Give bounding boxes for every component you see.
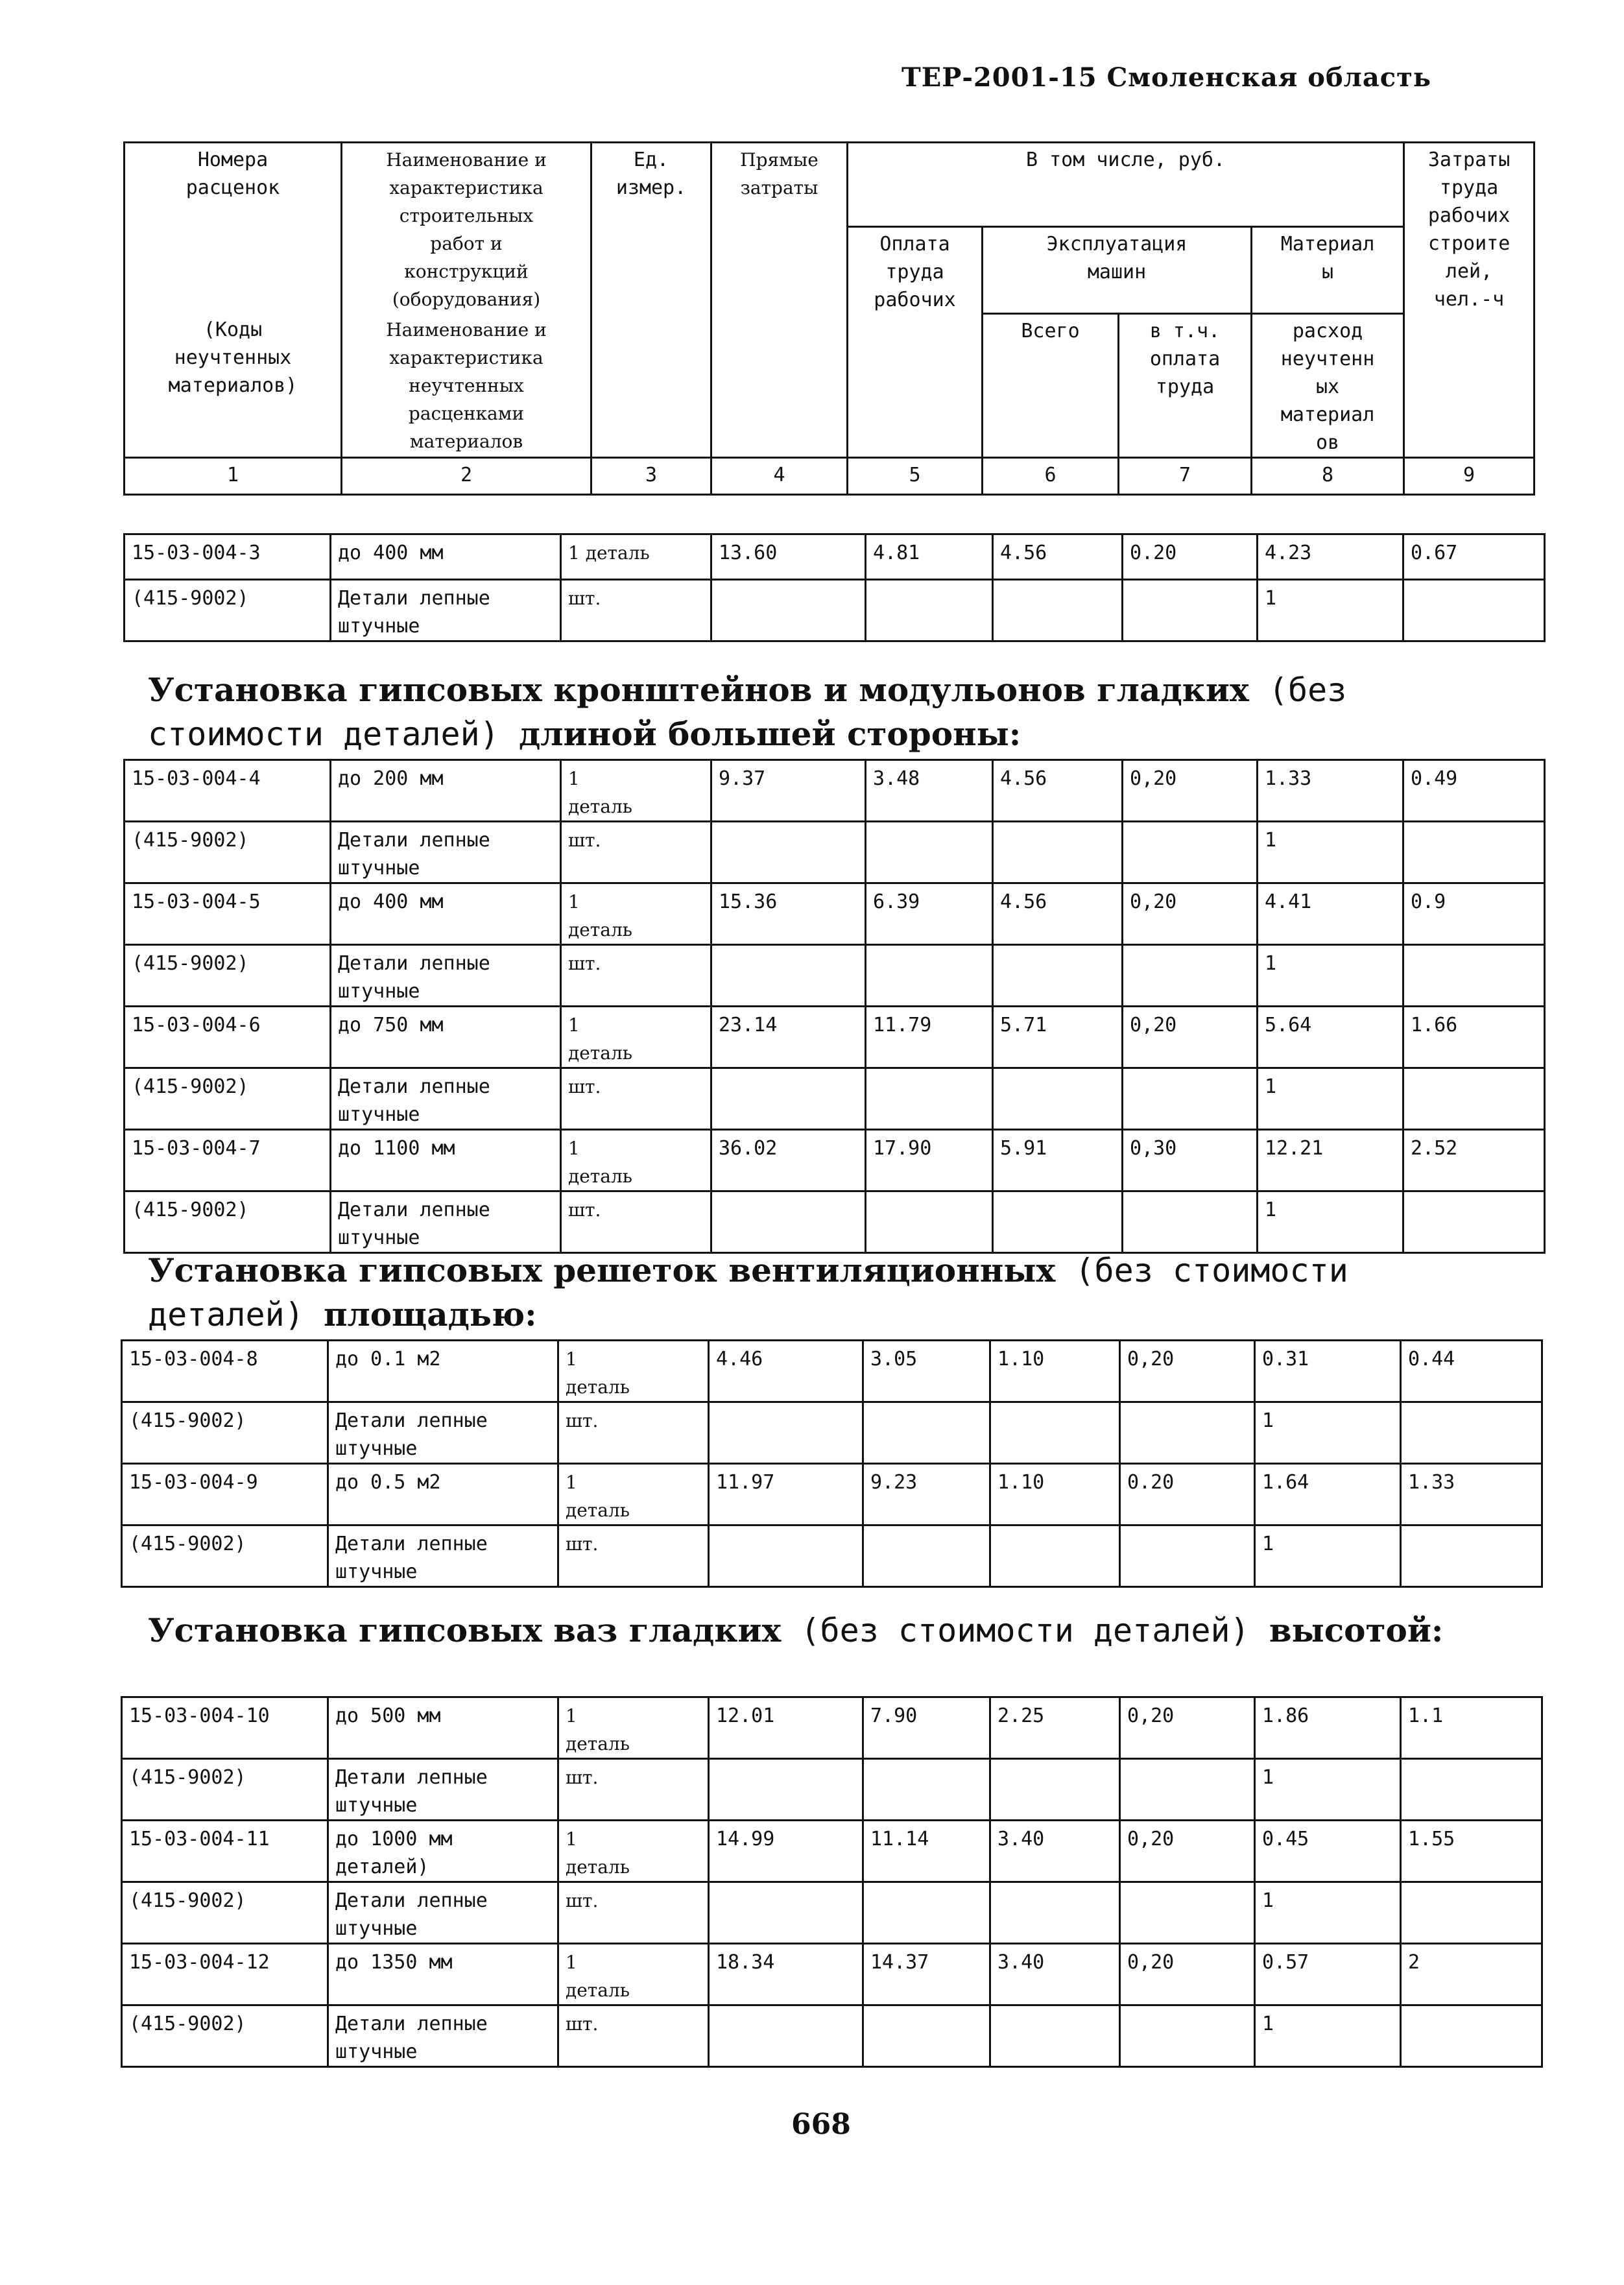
cell-work-description: Детали лепные штучные <box>331 822 561 883</box>
material-row <box>125 1068 1545 1130</box>
cell-machine-total: 2.25 <box>990 1697 1120 1759</box>
cell-materials: 1 <box>1255 1402 1401 1464</box>
cell-worker-pay <box>863 1882 990 1944</box>
cell-machine-total: 3.40 <box>990 1821 1120 1882</box>
cell-machine-total: 4.56 <box>993 534 1123 580</box>
cell-work-description: Детали лепные штучные <box>331 1191 561 1253</box>
cell-machine-pay <box>1123 945 1258 1007</box>
cell-rate-code: 15-03-004-4 <box>125 760 331 822</box>
cell-machine-total <box>990 1402 1120 1464</box>
section-heading-bold: Установка гипсовых кронштейнов и модульонов гладких <box>148 671 1249 709</box>
column-header-table <box>123 141 1535 496</box>
cell-machine-total: 1.10 <box>990 1464 1120 1525</box>
header-materials: Материал ы <box>1252 227 1404 314</box>
column-number: 6 <box>983 457 1119 494</box>
cell-labor-hours <box>1403 1068 1545 1130</box>
cell-direct-costs <box>711 1068 866 1130</box>
cell-labor-hours <box>1401 2005 1542 2067</box>
section-heading-bold: площадью: <box>323 1295 537 1334</box>
cell-machine-total <box>990 2005 1120 2067</box>
cell-rate-code: (415-9002) <box>125 945 331 1007</box>
cell-rate-code: (415-9002) <box>122 1759 328 1821</box>
section-heading-bold: высотой: <box>1269 1611 1444 1649</box>
cell-machine-total: 4.56 <box>993 760 1123 822</box>
cell-materials: 1 <box>1258 1068 1403 1130</box>
cell-rate-code: 15-03-004-8 <box>122 1341 328 1402</box>
page-title: ТЕР-2001-15 Смоленская область <box>902 62 1432 93</box>
cell-labor-hours: 2 <box>1401 1944 1542 2005</box>
cell-work-description: до 500 мм <box>328 1697 558 1759</box>
cell-rate-code: (415-9002) <box>125 580 331 641</box>
cell-work-description: до 1350 мм <box>328 1944 558 2005</box>
cell-unit: шт. <box>561 822 711 883</box>
cell-unit: шт. <box>558 1402 709 1464</box>
cell-machine-pay: 0,20 <box>1123 1007 1258 1068</box>
cell-materials: 1 <box>1255 1882 1401 1944</box>
cell-rate-code: 15-03-004-5 <box>125 883 331 945</box>
header-direct-costs: Прямые затраты <box>711 143 848 458</box>
material-row <box>122 1759 1542 1821</box>
column-number: 5 <box>848 457 983 494</box>
cell-direct-costs <box>709 1882 863 1944</box>
rate-row <box>125 883 1545 945</box>
cell-direct-costs <box>709 1525 863 1587</box>
cell-unit: 1 деталь <box>561 534 711 580</box>
cell-machine-pay <box>1120 1525 1255 1587</box>
header-worker-pay: Оплата труда рабочих <box>848 227 983 458</box>
section-heading-bold: длиной большей стороны: <box>518 715 1021 753</box>
cell-work-description: до 400 мм <box>331 883 561 945</box>
material-row <box>122 1525 1542 1587</box>
header-machine-total: Всего <box>983 313 1119 457</box>
cell-worker-pay <box>863 1759 990 1821</box>
cell-rate-code: (415-9002) <box>122 1525 328 1587</box>
rates-table-brackets <box>123 759 1546 1254</box>
cell-machine-total: 4.56 <box>993 883 1123 945</box>
header-machine-operation: Эксплуатация машин <box>983 227 1252 314</box>
rate-row <box>122 1464 1542 1525</box>
cell-worker-pay: 4.81 <box>866 534 993 580</box>
header-rate-numbers: Номера расценок <box>125 143 342 314</box>
cell-rate-code: (415-9002) <box>122 1882 328 1944</box>
cell-machine-pay <box>1123 1068 1258 1130</box>
cell-work-description: Детали лепные штучные <box>331 945 561 1007</box>
section-heading-text: (без стоимости деталей) <box>148 671 1347 753</box>
cell-rate-code: (415-9002) <box>122 1402 328 1464</box>
cell-worker-pay: 17.90 <box>866 1130 993 1191</box>
cell-machine-total <box>993 1068 1123 1130</box>
cell-direct-costs: 9.37 <box>711 760 866 822</box>
cell-labor-hours: 1.55 <box>1401 1821 1542 1882</box>
cell-unit: шт. <box>558 1882 709 1944</box>
rates-table-a <box>123 533 1546 642</box>
cell-work-description: до 0.1 м2 <box>328 1341 558 1402</box>
cell-materials: 1 <box>1255 1759 1401 1821</box>
cell-work-description: до 1000 мм деталей) <box>328 1821 558 1882</box>
cell-unit: шт. <box>561 945 711 1007</box>
header-work-name: Наименование и характеристика строительных работ и конструкций (оборудования) <box>342 143 591 314</box>
column-number: 9 <box>1404 457 1534 494</box>
cell-machine-total <box>990 1525 1120 1587</box>
cell-worker-pay: 3.05 <box>863 1341 990 1402</box>
cell-materials: 0.57 <box>1255 1944 1401 2005</box>
cell-rate-code: 15-03-004-11 <box>122 1821 328 1882</box>
cell-worker-pay <box>863 2005 990 2067</box>
cell-rate-code: 15-03-004-7 <box>125 1130 331 1191</box>
rate-row <box>125 1007 1545 1068</box>
cell-direct-costs <box>711 580 866 641</box>
cell-materials: 1 <box>1258 1191 1403 1253</box>
cell-materials: 1.33 <box>1258 760 1403 822</box>
rate-row <box>122 1821 1542 1882</box>
section-heading-bold: Установка гипсовых решеток вентиляционных <box>148 1251 1056 1289</box>
cell-worker-pay: 3.48 <box>866 760 993 822</box>
page-number: 668 <box>791 2108 851 2141</box>
section-heading-text: (без стоимости деталей) <box>148 1252 1348 1334</box>
header-unit: Ед. измер. <box>591 143 711 458</box>
cell-direct-costs <box>711 822 866 883</box>
cell-unit: шт. <box>558 1759 709 1821</box>
cell-labor-hours: 1.33 <box>1401 1464 1542 1525</box>
cell-labor-hours <box>1403 580 1545 641</box>
cell-direct-costs: 36.02 <box>711 1130 866 1191</box>
cell-machine-pay: 0,20 <box>1123 760 1258 822</box>
cell-materials: 1 <box>1258 945 1403 1007</box>
cell-machine-pay: 0.20 <box>1123 534 1258 580</box>
cell-worker-pay <box>866 580 993 641</box>
cell-unit: шт. <box>558 1525 709 1587</box>
cell-direct-costs: 4.46 <box>709 1341 863 1402</box>
cell-labor-hours: 2.52 <box>1403 1130 1545 1191</box>
section-heading-vases <box>148 1609 1510 1653</box>
cell-rate-code: 15-03-004-12 <box>122 1944 328 2005</box>
cell-labor-hours <box>1401 1525 1542 1587</box>
cell-direct-costs <box>709 1759 863 1821</box>
cell-labor-hours: 1.1 <box>1401 1697 1542 1759</box>
cell-unit: 1 деталь <box>561 760 711 822</box>
cell-labor-hours <box>1401 1759 1542 1821</box>
section-heading-text: (без стоимости деталей) <box>781 1612 1269 1649</box>
rate-row <box>125 534 1545 580</box>
cell-work-description: до 750 мм <box>331 1007 561 1068</box>
header-labor-costs: Затраты труда рабочих строите лей, чел.-ч <box>1404 143 1534 458</box>
cell-worker-pay <box>863 1525 990 1587</box>
cell-machine-pay <box>1120 1759 1255 1821</box>
cell-materials: 0.31 <box>1255 1341 1401 1402</box>
cell-machine-total <box>993 945 1123 1007</box>
cell-direct-costs: 14.99 <box>709 1821 863 1882</box>
cell-unit: шт. <box>561 1068 711 1130</box>
cell-unit: 1 деталь <box>558 1697 709 1759</box>
header-material-codes: (Коды неучтенных материалов) <box>125 313 342 457</box>
cell-machine-total: 5.71 <box>993 1007 1123 1068</box>
cell-machine-total: 5.91 <box>993 1130 1123 1191</box>
cell-unit: шт. <box>561 580 711 641</box>
cell-worker-pay: 6.39 <box>866 883 993 945</box>
rate-row <box>125 760 1545 822</box>
cell-machine-total <box>990 1882 1120 1944</box>
cell-worker-pay <box>866 1191 993 1253</box>
material-row <box>125 945 1545 1007</box>
cell-machine-total <box>990 1759 1120 1821</box>
cell-direct-costs: 18.34 <box>709 1944 863 2005</box>
cell-work-description: до 400 мм <box>331 534 561 580</box>
cell-machine-pay <box>1120 1882 1255 1944</box>
cell-work-description: до 0.5 м2 <box>328 1464 558 1525</box>
cell-machine-pay: 0,20 <box>1120 1821 1255 1882</box>
rate-row <box>122 1697 1542 1759</box>
cell-unit: 1 деталь <box>558 1944 709 2005</box>
header-material-name: Наименование и характеристика неучтенных расценками материалов <box>342 313 591 457</box>
cell-worker-pay: 7.90 <box>863 1697 990 1759</box>
cell-materials: 4.23 <box>1258 534 1403 580</box>
cell-work-description: до 200 мм <box>331 760 561 822</box>
cell-machine-total: 1.10 <box>990 1341 1120 1402</box>
cell-worker-pay <box>866 945 993 1007</box>
rate-row <box>122 1341 1542 1402</box>
cell-labor-hours <box>1401 1882 1542 1944</box>
cell-labor-hours <box>1401 1402 1542 1464</box>
cell-work-description: до 1100 мм <box>331 1130 561 1191</box>
cell-materials: 1 <box>1255 1525 1401 1587</box>
cell-work-description: Детали лепные штучные <box>328 1882 558 1944</box>
cell-materials: 1 <box>1255 2005 1401 2067</box>
cell-rate-code: 15-03-004-9 <box>122 1464 328 1525</box>
cell-materials: 1.86 <box>1255 1697 1401 1759</box>
cell-materials: 1.64 <box>1255 1464 1401 1525</box>
column-number: 1 <box>125 457 342 494</box>
cell-materials: 4.41 <box>1258 883 1403 945</box>
cell-machine-pay: 0,30 <box>1123 1130 1258 1191</box>
material-row <box>125 822 1545 883</box>
cell-unit: 1 деталь <box>558 1341 709 1402</box>
cell-machine-pay: 0,20 <box>1123 883 1258 945</box>
cell-labor-hours: 1.66 <box>1403 1007 1545 1068</box>
column-number: 8 <box>1252 457 1404 494</box>
cell-materials: 1 <box>1258 580 1403 641</box>
material-row <box>122 1402 1542 1464</box>
section-heading-brackets <box>148 668 1510 756</box>
cell-machine-total <box>993 580 1123 641</box>
cell-work-description: Детали лепные штучные <box>328 1402 558 1464</box>
cell-rate-code: 15-03-004-10 <box>122 1697 328 1759</box>
cell-worker-pay: 11.79 <box>866 1007 993 1068</box>
cell-worker-pay <box>866 1068 993 1130</box>
section-heading-grilles <box>148 1249 1510 1337</box>
cell-machine-pay <box>1120 2005 1255 2067</box>
cell-labor-hours: 0.67 <box>1403 534 1545 580</box>
cell-machine-total: 3.40 <box>990 1944 1120 2005</box>
cell-direct-costs: 12.01 <box>709 1697 863 1759</box>
cell-machine-pay <box>1123 580 1258 641</box>
cell-rate-code: (415-9002) <box>125 1068 331 1130</box>
cell-machine-pay: 0,20 <box>1120 1341 1255 1402</box>
header-machine-pay: в т.ч. оплата труда <box>1119 313 1252 457</box>
cell-work-description: Детали лепные штучные <box>328 2005 558 2067</box>
section-heading-bold: Установка гипсовых ваз гладких <box>148 1611 782 1649</box>
cell-labor-hours <box>1403 822 1545 883</box>
cell-rate-code: (415-9002) <box>122 2005 328 2067</box>
cell-labor-hours: 0.49 <box>1403 760 1545 822</box>
cell-materials: 0.45 <box>1255 1821 1401 1882</box>
cell-rate-code: (415-9002) <box>125 822 331 883</box>
cell-machine-pay: 0,20 <box>1120 1697 1255 1759</box>
cell-direct-costs: 13.60 <box>711 534 866 580</box>
header-including: В том числе, руб. <box>848 143 1404 227</box>
cell-work-description: Детали лепные штучные <box>328 1525 558 1587</box>
cell-direct-costs: 15.36 <box>711 883 866 945</box>
cell-unit: 1 деталь <box>558 1821 709 1882</box>
cell-direct-costs <box>711 945 866 1007</box>
cell-direct-costs <box>709 2005 863 2067</box>
cell-unit: 1 деталь <box>558 1464 709 1525</box>
cell-unit: шт. <box>558 2005 709 2067</box>
cell-rate-code: 15-03-004-3 <box>125 534 331 580</box>
column-number: 4 <box>711 457 848 494</box>
cell-worker-pay: 14.37 <box>863 1944 990 2005</box>
cell-materials: 1 <box>1258 822 1403 883</box>
cell-rate-code: 15-03-004-6 <box>125 1007 331 1068</box>
cell-labor-hours <box>1403 945 1545 1007</box>
cell-direct-costs <box>711 1191 866 1253</box>
rates-table-vases <box>121 1696 1543 2068</box>
cell-machine-total <box>993 822 1123 883</box>
cell-materials: 5.64 <box>1258 1007 1403 1068</box>
cell-worker-pay: 11.14 <box>863 1821 990 1882</box>
cell-work-description: Детали лепные штучные <box>331 580 561 641</box>
cell-machine-pay: 0,20 <box>1120 1944 1255 2005</box>
cell-direct-costs: 23.14 <box>711 1007 866 1068</box>
cell-direct-costs <box>709 1402 863 1464</box>
material-row <box>125 1191 1545 1253</box>
cell-work-description: Детали лепные штучные <box>328 1759 558 1821</box>
rates-table-grilles <box>121 1339 1543 1588</box>
cell-worker-pay <box>863 1402 990 1464</box>
cell-worker-pay <box>866 822 993 883</box>
rate-row <box>125 1130 1545 1191</box>
cell-machine-total <box>993 1191 1123 1253</box>
cell-machine-pay <box>1123 822 1258 883</box>
material-row <box>122 1882 1542 1944</box>
cell-unit: 1 деталь <box>561 1007 711 1068</box>
cell-labor-hours: 0.9 <box>1403 883 1545 945</box>
cell-machine-pay: 0.20 <box>1120 1464 1255 1525</box>
column-number: 7 <box>1119 457 1252 494</box>
material-row <box>125 580 1545 641</box>
column-number: 3 <box>591 457 711 494</box>
cell-direct-costs: 11.97 <box>709 1464 863 1525</box>
cell-unit: 1 деталь <box>561 883 711 945</box>
cell-work-description: Детали лепные штучные <box>331 1068 561 1130</box>
cell-unit: шт. <box>561 1191 711 1253</box>
cell-worker-pay: 9.23 <box>863 1464 990 1525</box>
cell-unit: 1 деталь <box>561 1130 711 1191</box>
cell-materials: 12.21 <box>1258 1130 1403 1191</box>
cell-labor-hours <box>1403 1191 1545 1253</box>
cell-labor-hours: 0.44 <box>1401 1341 1542 1402</box>
rate-row <box>122 1944 1542 2005</box>
cell-rate-code: (415-9002) <box>125 1191 331 1253</box>
column-number: 2 <box>342 457 591 494</box>
cell-machine-pay <box>1120 1402 1255 1464</box>
material-row <box>122 2005 1542 2067</box>
header-material-consumption: расход неучтенн ых материал ов <box>1252 313 1404 457</box>
cell-machine-pay <box>1123 1191 1258 1253</box>
